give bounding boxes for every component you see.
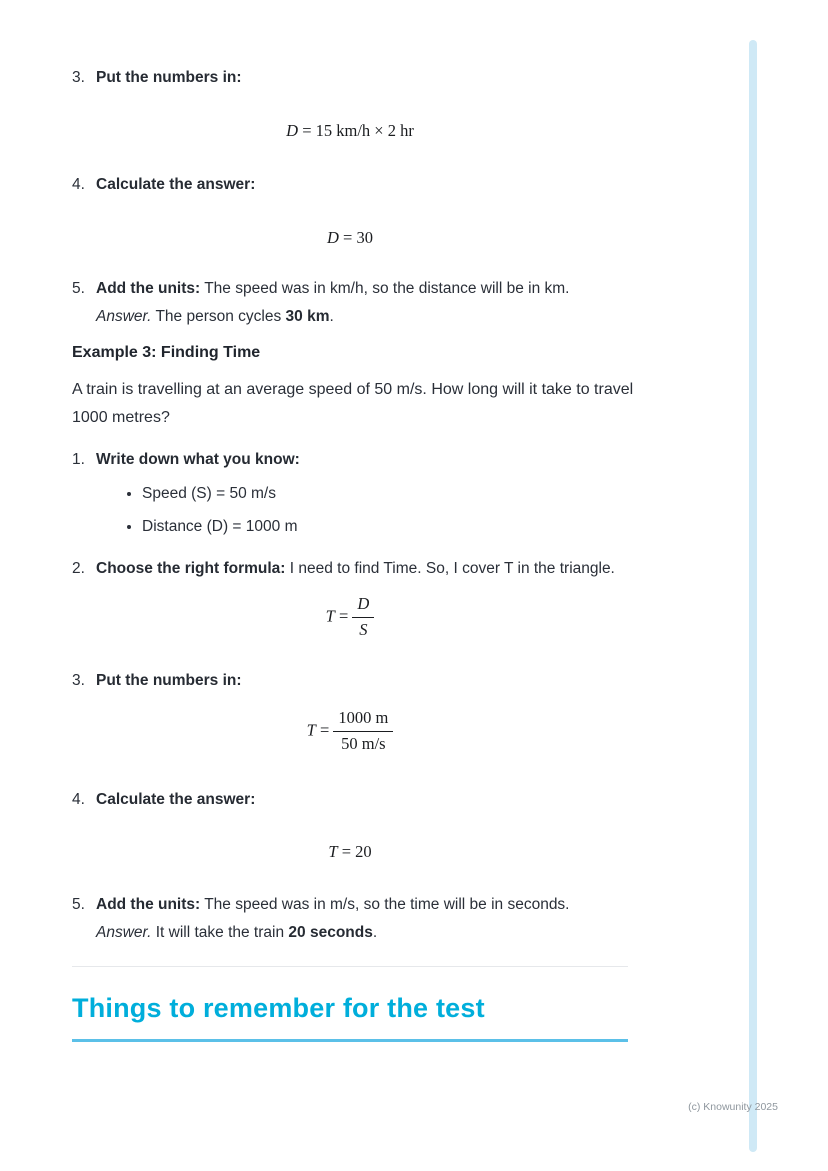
step-text: [96, 786, 656, 814]
formula-distance-substitution: [72, 121, 628, 141]
bullet-text: Speed (S) = 50 m/s: [142, 485, 276, 503]
step-text: [96, 667, 656, 695]
answer-period: .: [372, 923, 378, 941]
list-item-step-4: [72, 171, 656, 199]
math-equals: =: [337, 841, 356, 861]
list-item-step-1: [72, 446, 656, 539]
step-body-text: The speed was in km/h, so the distance will be in km.: [200, 279, 570, 297]
math-variable: D: [286, 120, 299, 140]
math-fraction: [352, 595, 374, 640]
math-variable: D: [327, 227, 339, 247]
step-label: Write down what you know:: [96, 451, 300, 469]
step-units-line: [96, 275, 656, 303]
step-body-text: I need to find Time. So, I cover T in the triangle.: [285, 560, 615, 578]
copyright-footer: (c) Knowunity 2025: [688, 1101, 778, 1113]
known-values-list: [96, 481, 656, 539]
section-divider: [72, 966, 628, 967]
step-number: 1.: [72, 451, 85, 469]
list-item-step-3: [72, 64, 656, 92]
step-label: Put the numbers in:: [96, 672, 242, 689]
document-content: [72, 0, 656, 1042]
math-expression: 30: [356, 227, 373, 247]
math-equals: =: [315, 720, 334, 740]
answer-line: [96, 303, 656, 331]
list-item: [142, 481, 656, 507]
answer-period: .: [329, 307, 334, 325]
step-label: Choose the right formula:: [96, 560, 286, 578]
answer-line: [96, 919, 656, 947]
math-expression: 15 km/h × 2 hr: [315, 120, 414, 140]
step-number: 3.: [72, 69, 85, 86]
list-item-step-2: [72, 555, 656, 583]
step-number: 5.: [72, 279, 85, 297]
example-3-intro: A train is travelling at an average speed of 50 m/s. How long will it take to travel 1000 metres?: [72, 380, 634, 427]
math-variable: T: [306, 720, 316, 740]
step-text: [96, 275, 656, 331]
step-text: [96, 64, 656, 92]
answer-text: It will take the train: [151, 923, 289, 941]
step-number: 4.: [72, 790, 85, 808]
right-accent-stripe: [749, 40, 757, 1152]
list-item: [142, 514, 656, 540]
math-fraction: [333, 709, 393, 754]
list-item-step-5b: [72, 891, 656, 947]
answer-value: 30 km: [285, 307, 330, 325]
example-3-heading: Example 3: Finding Time: [72, 343, 261, 361]
math-equals: =: [298, 120, 316, 140]
fraction-numerator: D: [352, 595, 374, 618]
step-text: [96, 891, 656, 947]
step-number: 4.: [72, 175, 85, 193]
answer-value: 20 seconds: [288, 923, 373, 941]
math-equals: =: [334, 606, 353, 626]
step-label: Calculate the answer:: [96, 175, 256, 193]
list-item-step-5: [72, 275, 656, 331]
step-body-text: The speed was in m/s, so the time will be in seconds.: [200, 895, 570, 913]
math-equals: =: [338, 227, 357, 247]
step-text: [96, 555, 656, 583]
step-label: Put the numbers in:: [96, 69, 242, 86]
step-number: 2.: [72, 560, 85, 578]
formula-time-substitution: [72, 709, 628, 754]
formula-time-result: [72, 842, 628, 862]
step-label: Add the units:: [96, 895, 201, 913]
fraction-numerator: 1000 m: [333, 709, 393, 732]
list-item-step-4b: [72, 786, 656, 814]
step-number: 5.: [72, 895, 85, 913]
math-variable: T: [328, 841, 338, 861]
step-label: Add the units:: [96, 279, 201, 297]
step-text: [96, 171, 656, 199]
step-text: [96, 446, 656, 539]
fraction-denominator: S: [359, 620, 368, 640]
formula-time-rearranged: [72, 595, 628, 640]
fraction-denominator: 50 m/s: [341, 733, 386, 753]
answer-label: Answer.: [96, 923, 152, 941]
bullet-text: Distance (D) = 1000 m: [142, 517, 298, 535]
step-number: 3.: [72, 672, 85, 689]
answer-label: Answer.: [96, 307, 152, 325]
math-expression: 20: [355, 841, 372, 861]
answer-text: The person cycles: [151, 307, 286, 325]
math-variable: T: [325, 606, 335, 626]
section-heading: Things to remember for the test: [72, 993, 628, 1042]
step-label: Calculate the answer:: [96, 790, 256, 808]
formula-distance-result: [72, 228, 628, 248]
list-item-step-3b: [72, 667, 656, 695]
step-units-line: [96, 891, 656, 919]
